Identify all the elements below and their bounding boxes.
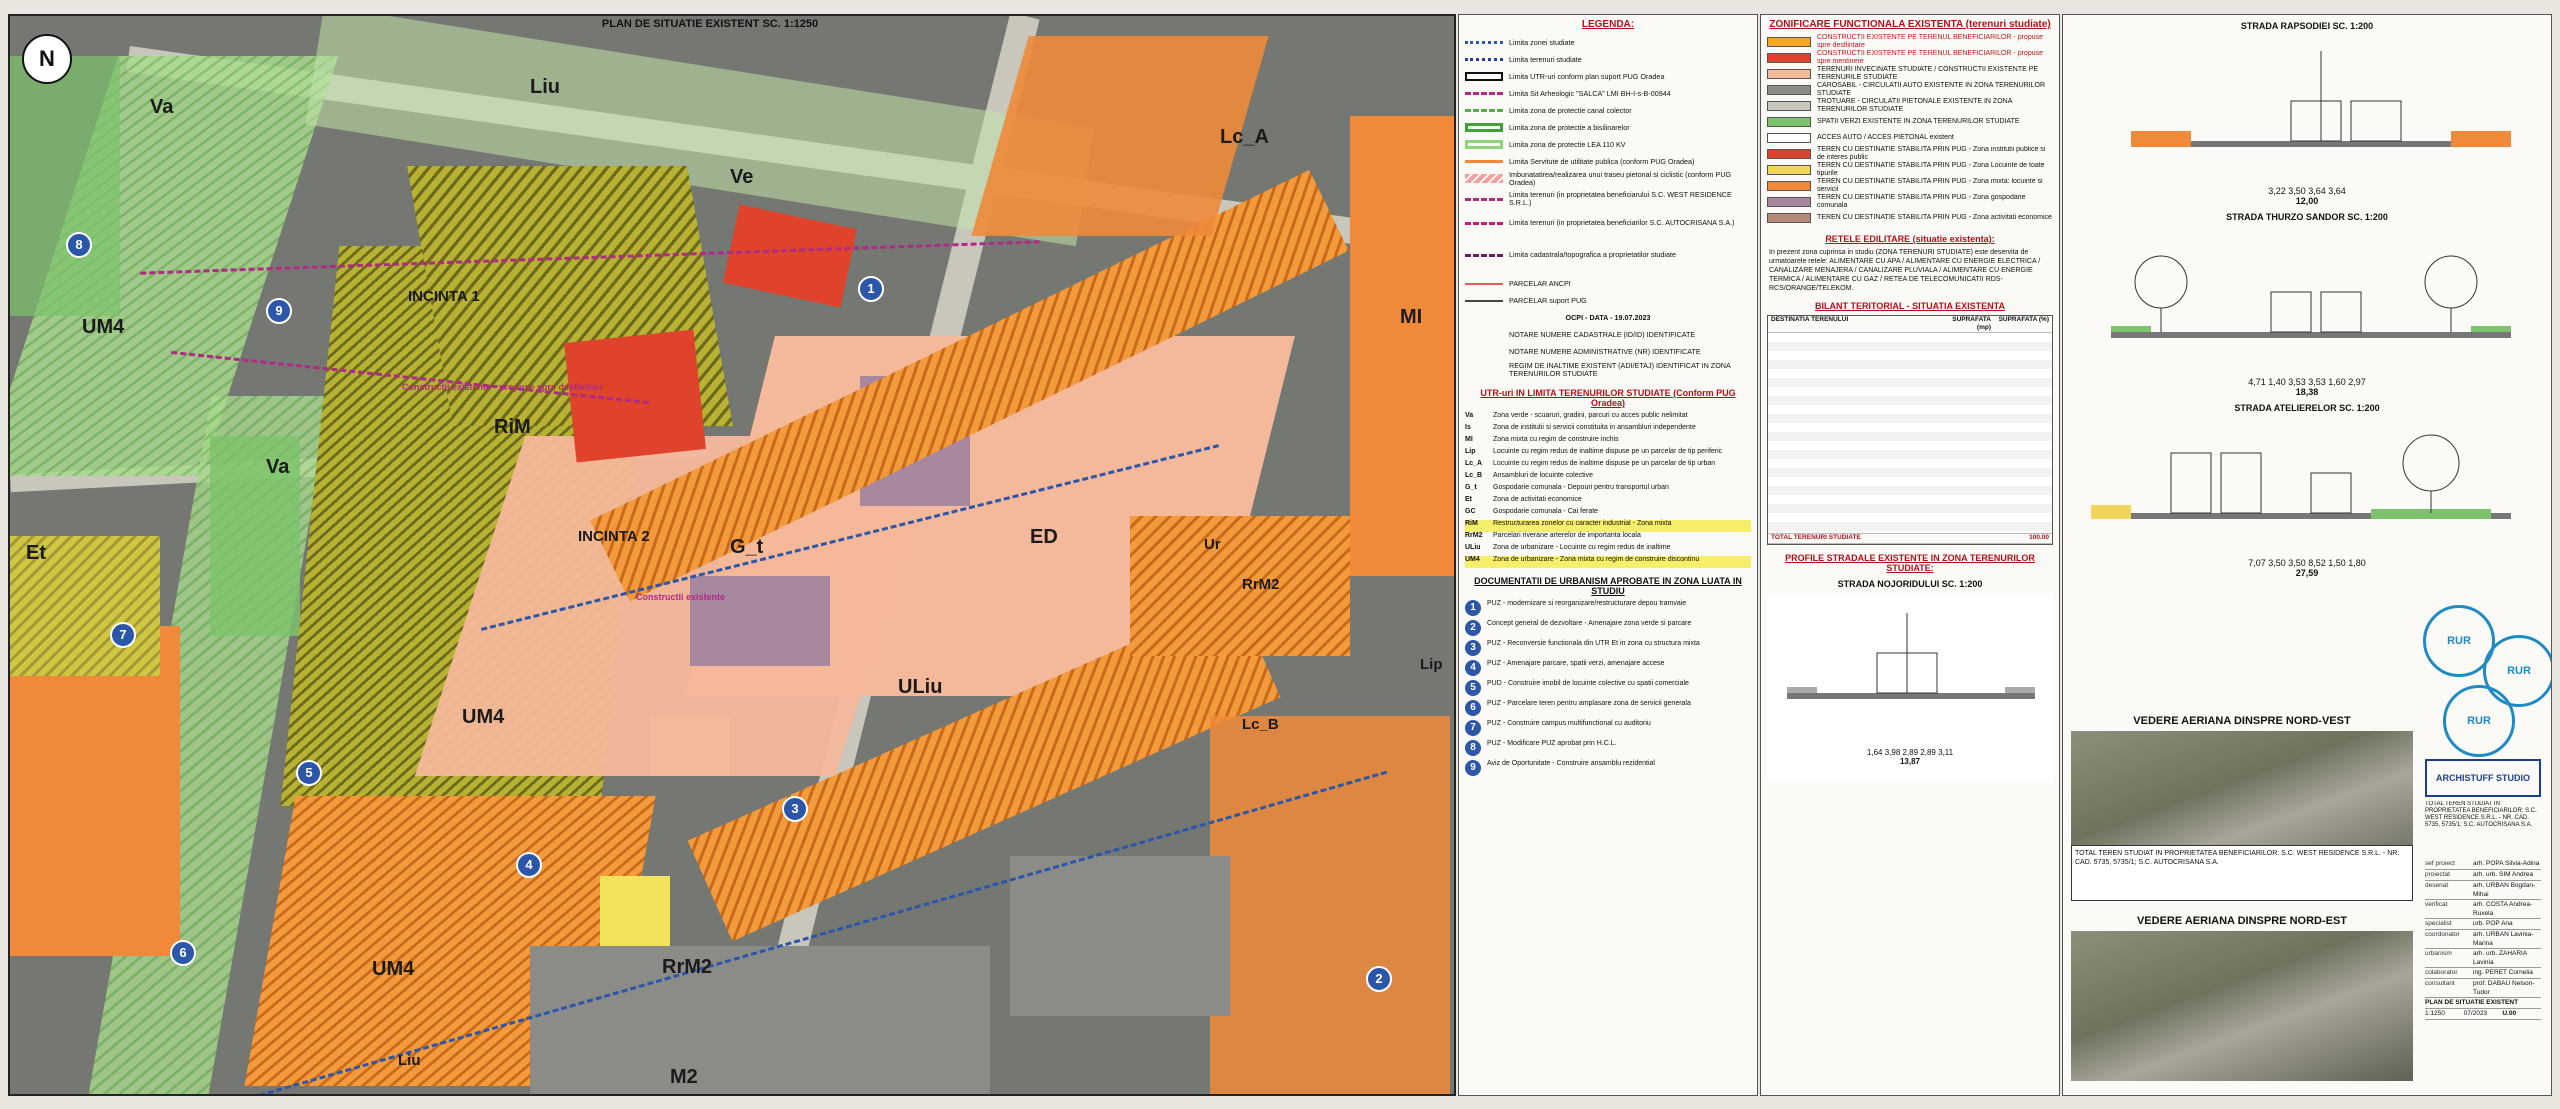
tb-value: prof. DABAU Nelson-Tudor bbox=[2473, 980, 2535, 996]
zonificare-title: ZONIFICARE FUNCTIONALA EXISTENTA (terenuri studiate) bbox=[1769, 19, 2051, 30]
profile-total: 12,00 bbox=[2295, 196, 2319, 206]
plan-marker[interactable]: 6 bbox=[170, 940, 196, 966]
utr-list bbox=[1459, 412, 1757, 568]
profile-title: STRADA RAPSODIEI SC. 1:200 bbox=[2240, 21, 2374, 31]
profile-title: STRADA NOJORIDULUI SC. 1:200 bbox=[1837, 579, 1983, 589]
zone-label: UM4 bbox=[372, 958, 415, 980]
zonificare-swatch bbox=[1767, 101, 1811, 111]
legend-item: Limita zona de protectie LEA 110 KV bbox=[1465, 136, 1751, 153]
legend-swatch bbox=[1465, 41, 1503, 44]
utr-row bbox=[1465, 436, 1751, 448]
zonificare-item bbox=[1767, 210, 2053, 226]
profile-dims: 7,07 3,50 3,50 8,52 1,50 1,80 bbox=[2248, 558, 2366, 568]
documentatii-list bbox=[1459, 600, 1757, 776]
legend-item: Limita Servitute de utilitate publica (conform PUG Oradea) bbox=[1465, 153, 1751, 170]
zonificare-text: TEREN CU DESTINATIE STABILITA PRIN PUG - Zona institutii publice si de interes public bbox=[1817, 146, 2046, 161]
doc-number: 4 bbox=[1465, 660, 1481, 676]
zone-label: MI bbox=[1400, 306, 1423, 328]
documentatie-item bbox=[1465, 700, 1751, 716]
plan-marker[interactable]: 8 bbox=[66, 232, 92, 258]
zonificare-swatch bbox=[1767, 37, 1811, 47]
zone-label: Va bbox=[150, 96, 174, 118]
street-profile-thurzo-sandor bbox=[2071, 222, 2541, 372]
zonificare-text: CONSTRUCTII EXISTENTE PE TERENUL BENEFICIARILOR - propuse spre desfiintare bbox=[1817, 34, 2043, 49]
utr-code: Va bbox=[1465, 412, 1474, 419]
north-arrow-icon: N bbox=[22, 34, 72, 84]
utr-code: GC bbox=[1465, 508, 1476, 515]
legend-item: Limita terenuri studiate bbox=[1465, 51, 1751, 68]
zone-label: ED bbox=[1030, 526, 1058, 548]
doc-text: PUD - Construire imobil de locuinte colective cu spatii comerciale bbox=[1487, 680, 1689, 687]
doc-number: 6 bbox=[1465, 700, 1481, 716]
title-block-row bbox=[2425, 900, 2541, 919]
utr-text: Parcelari riverane arterelor de importanta locala bbox=[1493, 532, 1641, 539]
zonificare-swatch bbox=[1767, 85, 1811, 95]
street-profile-atelierelor bbox=[2071, 413, 2541, 553]
zone-label: Ve bbox=[730, 166, 754, 188]
zone-label: Et bbox=[26, 542, 46, 564]
tb-value: arh. POPA Silvia-Adina bbox=[2473, 860, 2540, 867]
doc-number: 8 bbox=[1465, 740, 1481, 756]
rur-stamp: RUR bbox=[2483, 635, 2552, 707]
utr-code: G_t bbox=[1465, 484, 1477, 491]
tb-key: desenat bbox=[2425, 882, 2449, 889]
utr-code: Lc_B bbox=[1465, 472, 1483, 479]
zonificare-item bbox=[1767, 50, 2053, 66]
zonificare-item bbox=[1767, 114, 2053, 130]
utr-text: Zona de institutii si servicii constituita in ansambluri independente bbox=[1493, 424, 1696, 431]
right-panel bbox=[2062, 14, 2552, 1096]
doc-text: Aviz de Oportunitate - Construire ansamblu rezidential bbox=[1487, 760, 1655, 767]
profile-dims: 4,71 1,40 3,53 3,53 1,60 2,97 bbox=[2248, 377, 2366, 387]
legend-item: Limita UTR-uri conform plan suport PUG Oradea bbox=[1465, 68, 1751, 85]
tb-value: arh. COSTA Andrea-Ruxela bbox=[2473, 901, 2533, 917]
profile-title: STRADA ATELIERELOR SC. 1:200 bbox=[2234, 403, 2380, 413]
tb-key: coordonator bbox=[2425, 931, 2460, 938]
profile-total: 27,59 bbox=[2295, 568, 2319, 578]
doc-number: 5 bbox=[1465, 680, 1481, 696]
doc-text: PUZ - modernizare si reorganizare/restructurare depou tramvaie bbox=[1487, 600, 1687, 607]
utr-code: Lip bbox=[1465, 448, 1476, 455]
tb-value: ing. PERET Cornelia bbox=[2473, 969, 2533, 976]
zonificare-text: CAROSABIL - CIRCULATII AUTO EXISTENTE IN ZONA TERENURILOR STUDIATE bbox=[1817, 82, 2046, 97]
utr-row bbox=[1465, 508, 1751, 520]
legend-item: Limita zona de protectie canal colector bbox=[1465, 102, 1751, 119]
legend-id: NOTARE NUMERE CADASTRALE (ID/ID) IDENTIFICATE bbox=[1509, 329, 1696, 339]
documentatie-item bbox=[1465, 620, 1751, 636]
zonificare-swatch bbox=[1767, 181, 1811, 191]
map-title: PLAN DE SITUATIE EXISTENT SC. 1:1250 bbox=[601, 18, 819, 30]
documentatii-title: DOCUMENTATII DE URBANISM APROBATE IN ZONA LUATA IN STUDIU bbox=[1474, 576, 1742, 596]
utr-code: UM4 bbox=[1465, 556, 1480, 563]
zone-label: Ur bbox=[1204, 536, 1221, 553]
utr-title: UTR-uri IN LIMITA TERENURILOR STUDIATE (Conform PUG Oradea) bbox=[1480, 388, 1736, 408]
zonificare-item bbox=[1767, 82, 2053, 98]
profile-title: STRADA THURZO SANDOR SC. 1:200 bbox=[2226, 212, 2388, 222]
plan-marker[interactable]: 7 bbox=[110, 622, 136, 648]
utr-row bbox=[1465, 496, 1751, 508]
title-block-row bbox=[2425, 930, 2541, 949]
legend-item: Limita Sit Arheologic "SALCA" LMI BH-I-s-B-00944 bbox=[1465, 85, 1751, 102]
zonificare-item bbox=[1767, 178, 2053, 194]
utr-code: Et bbox=[1465, 496, 1472, 503]
title-block-row bbox=[2425, 979, 2541, 998]
tb-project: TOTAL TEREN STUDIAT IN PROPRIETATEA BENEFICIARILOR: S.C. WEST RESIDENCE S.R.L. - NR. CAD. 5735, 5735/1; S.C. AUTOCRISANA S.A. bbox=[2425, 801, 2537, 828]
documentatie-item bbox=[1465, 600, 1751, 616]
utr-text: Locuinte cu regim redus de inaltime dispuse pe un parcelar de tip urban bbox=[1493, 460, 1716, 467]
profile-total: 18,38 bbox=[2295, 387, 2319, 397]
aerial-title: VEDERE AERIANA DINSPRE NORD-EST bbox=[2136, 915, 2348, 927]
legend-item: Limita terenuri (in proprietatea beneficiarului S.C. WEST RESIDENCE S.R.L.) bbox=[1465, 187, 1751, 211]
zonificare-panel bbox=[1760, 14, 2060, 1096]
title-block-rows bbox=[2419, 859, 2547, 998]
zone-label: ULiu bbox=[898, 676, 943, 698]
zonificare-swatch bbox=[1767, 197, 1811, 207]
zone-label: Lc_B bbox=[1242, 716, 1279, 733]
profile-dims: 3,22 3,50 3,64 3,64 bbox=[2268, 186, 2346, 196]
title-block-row bbox=[2425, 919, 2541, 930]
aerial-photo-ne bbox=[2071, 931, 2413, 1081]
title-block bbox=[2419, 755, 2547, 1020]
zonificare-swatch bbox=[1767, 69, 1811, 79]
tb-value: arh. urb. SIM Andrea bbox=[2473, 871, 2533, 878]
documentatie-item bbox=[1465, 740, 1751, 756]
zonificare-swatch bbox=[1767, 165, 1811, 175]
zone-label: Liu bbox=[398, 1052, 421, 1069]
title-block-row bbox=[2425, 881, 2541, 900]
plan-note: Constructii existente bbox=[636, 592, 726, 602]
doc-number: 7 bbox=[1465, 720, 1481, 736]
zone-label: UM4 bbox=[82, 316, 125, 338]
site-plan-map[interactable] bbox=[8, 14, 1456, 1096]
street-profile-rapsodiei bbox=[2071, 31, 2541, 181]
tb-key: specialist bbox=[2425, 920, 2452, 927]
title-block-row bbox=[2425, 968, 2541, 979]
table-row: TOTAL TERENURI STUDIATE 100.00 bbox=[1768, 534, 2052, 544]
utr-row bbox=[1465, 532, 1751, 544]
zone-label: Lip bbox=[1420, 656, 1443, 673]
zonificare-text: TEREN CU DESTINATIE STABILITA PRIN PUG - Zona gospodarie comunala bbox=[1817, 194, 2026, 209]
zonificare-text: TERENURI INVECINATE STUDIATE / CONSTRUCTII EXISTENTE PE TERENURILE STUDIATE bbox=[1817, 66, 2039, 81]
utr-code: Is bbox=[1465, 424, 1471, 431]
utr-code: RrM2 bbox=[1465, 532, 1483, 539]
utr-row bbox=[1465, 544, 1751, 556]
plan-marker[interactable]: 5 bbox=[296, 760, 322, 786]
retele-title: RETELE EDILITARE (situatie existenta): bbox=[1825, 234, 1995, 244]
plan-marker[interactable]: 4 bbox=[516, 852, 542, 878]
legend-id: REGIM DE INALTIME EXISTENT (ADI/ETAJ) IDENTIFICAT IN ZONA TERENURILOR STUDIATE bbox=[1509, 361, 1731, 378]
title-block-row bbox=[2425, 859, 2541, 870]
tb-plansa: PLAN DE SITUATIE EXISTENT bbox=[2425, 998, 2541, 1009]
legend-panel bbox=[1458, 14, 1758, 1096]
zone-label: UM4 bbox=[462, 706, 505, 728]
doc-text: PUZ - Reconversie functionala din UTR Et in zona cu structura mixta bbox=[1487, 640, 1700, 647]
street-profile-nojoridului bbox=[1767, 593, 2053, 783]
utr-text: Ansambluri de locuinte colective bbox=[1493, 472, 1593, 479]
zonificare-swatch bbox=[1767, 213, 1811, 223]
zonificare-list bbox=[1761, 34, 2059, 226]
legend-item: Limita zona de protectie a bisilinarelor bbox=[1465, 119, 1751, 136]
tb-value: arh. URBAN Bogdan-Mihai bbox=[2473, 882, 2536, 898]
zonificare-item bbox=[1767, 66, 2053, 82]
plan-marker[interactable]: 2 bbox=[1366, 966, 1392, 992]
profiles-title: PROFILE STRADALE EXISTENTE IN ZONA TERENURILOR STUDIATE: bbox=[1785, 553, 2035, 573]
utr-text: Zona de activitati economice bbox=[1493, 496, 1582, 503]
utr-row bbox=[1465, 448, 1751, 460]
legend-id: NOTARE NUMERE ADMINISTRATIVE (NR) IDENTIFICATE bbox=[1509, 346, 1701, 356]
title-block-row bbox=[2425, 949, 2541, 968]
doc-number: 2 bbox=[1465, 620, 1481, 636]
tb-key: proiectat bbox=[2425, 871, 2450, 878]
zone-label: RrM2 bbox=[1242, 576, 1280, 593]
zone-label: INCINTA 1 bbox=[408, 288, 480, 305]
rur-stamp: RUR bbox=[2423, 605, 2495, 677]
legend-item: Imbunatatirea/realizarea unui traseu pietonal si ciclistic (conform PUG Oradea) bbox=[1465, 170, 1751, 187]
zonificare-swatch bbox=[1767, 133, 1811, 143]
utr-code: MI bbox=[1465, 436, 1473, 443]
utr-code: Lc_A bbox=[1465, 460, 1483, 467]
documentatie-item bbox=[1465, 760, 1751, 776]
doc-text: PUZ - Amenajare parcare, spatii verzi, amenajare accese bbox=[1487, 660, 1665, 667]
zonificare-text: TROTUARE - CIRCULATII PIETONALE EXISTENTE IN ZONA TERENURILOR STUDIATE bbox=[1817, 98, 2012, 113]
zone-label: RiM bbox=[494, 416, 531, 438]
utr-text: Restructurarea zonelor cu caracter industrial - Zona mixta bbox=[1493, 520, 1672, 527]
tb-key: colaborator bbox=[2425, 969, 2458, 976]
utr-code: RiM bbox=[1465, 520, 1478, 527]
profile-drawing bbox=[1767, 593, 2055, 743]
zonificare-item bbox=[1767, 98, 2053, 114]
utr-row bbox=[1465, 472, 1751, 484]
utr-row bbox=[1465, 460, 1751, 472]
rur-stamp: RUR bbox=[2443, 685, 2515, 757]
tb-value: arh. urb. ZAHARIA Lavinia bbox=[2473, 950, 2527, 966]
tb-value: urb. POP Ana bbox=[2473, 920, 2513, 927]
zonificare-item bbox=[1767, 130, 2053, 146]
doc-number: 9 bbox=[1465, 760, 1481, 776]
legend-item: PARCELAR suport PUG bbox=[1465, 292, 1751, 309]
table-row: DESTINATIA TERENULUI SUPRAFATA (mp) SUPRAFATA (%) bbox=[1768, 316, 2052, 333]
tb-key: verificat bbox=[2425, 901, 2448, 908]
tb-key: urbanism bbox=[2425, 950, 2452, 957]
doc-text: PUZ - Parcelare teren pentru amplasare zona de servicii generala bbox=[1487, 700, 1691, 707]
doc-number: 3 bbox=[1465, 640, 1481, 656]
plan-marker[interactable]: 3 bbox=[782, 796, 808, 822]
bilant-table bbox=[1767, 315, 2053, 545]
utr-text: Zona mixta cu regim de construire inchis bbox=[1493, 436, 1619, 443]
utr-row bbox=[1465, 412, 1751, 424]
tb-meta: 1:1250 07/2023 U.00 bbox=[2425, 1009, 2541, 1020]
utr-text: Gospodarie comunala - Depouri pentru transportul urban bbox=[1493, 484, 1669, 491]
zonificare-item bbox=[1767, 162, 2053, 178]
zone-label: Lc_A bbox=[1220, 126, 1269, 148]
tb-key: sef proiect bbox=[2425, 860, 2455, 867]
profile-total: 13,87 bbox=[1899, 757, 1921, 766]
zonificare-text: CONSTRUCTII EXISTENTE PE TERENUL BENEFICIARILOR - propuse spre mentinere bbox=[1817, 50, 2043, 65]
plan-marker[interactable]: 1 bbox=[858, 276, 884, 302]
profile-dims: 1,64 3,98 2,89 2,89 3,11 bbox=[1866, 748, 1954, 757]
aerial-caption-box: TOTAL TEREN STUDIAT IN PROPRIETATEA BENEFICIARILOR: S.C. WEST RESIDENCE S.R.L. - NR. CAD. 5735, 5735/1; S.C. AUTOCRISANA S.A. bbox=[2071, 845, 2413, 901]
retele-text: In prezent zona cuprinsa in studiu (ZONA TERENURI STUDIATE) este deservita de urmatoarele retele: ALIMENTARE CU APA / ALIMENTARE CU ENERGIE ELECTRICA / CANALIZARE MENAJERA / CANALIZARE PLUVIALA / ALIMENTARE CU ENERGIE TERMICA / ALIMENTARE CU GAZ / RETEA DE TELECOMUNICATII RDS-RCS/ORANGE/TELEKOM. bbox=[1769, 249, 2041, 292]
zonificare-swatch bbox=[1767, 117, 1811, 127]
zonificare-swatch bbox=[1767, 149, 1811, 159]
utr-row bbox=[1465, 520, 1751, 532]
zonificare-text: ACCES AUTO / ACCES PIETONAL existent bbox=[1817, 134, 1954, 141]
zonificare-item bbox=[1767, 146, 2053, 162]
zone-label: Va bbox=[266, 456, 290, 478]
legend-item: Limita cadastrala/topografica a proprietatilor studiate bbox=[1465, 235, 1751, 275]
documentatie-item bbox=[1465, 720, 1751, 736]
legend-item: Limita zonei studiate bbox=[1465, 34, 1751, 51]
zone-label: INCINTA 2 bbox=[578, 528, 650, 545]
zone-label: M2 bbox=[670, 1066, 698, 1088]
utr-row bbox=[1465, 484, 1751, 496]
documentatie-item bbox=[1465, 680, 1751, 696]
plan-note: Constructii existente - propuse spre desfiintare bbox=[402, 382, 605, 392]
doc-text: PUZ - Construire campus multifunctional cu auditoriu bbox=[1487, 720, 1651, 727]
zone-label: G_t bbox=[730, 536, 764, 558]
utr-text: Zona de urbanizare - Locuinte cu regim redus de inaltime bbox=[1493, 544, 1671, 551]
aerial-title: VEDERE AERIANA DINSPRE NORD-VEST bbox=[2133, 715, 2351, 727]
tb-key: consultant bbox=[2425, 980, 2455, 987]
utr-row bbox=[1465, 556, 1751, 568]
zonificare-text: SPATII VERZI EXISTENTE IN ZONA TERENURILOR STUDIATE bbox=[1817, 118, 2020, 125]
utr-row bbox=[1465, 424, 1751, 436]
tb-value: arh. URBAN Lavinia-Marina bbox=[2473, 931, 2534, 947]
utr-text: Zona de urbanizare - Zona mixta cu regim de construire discontinu bbox=[1493, 556, 1700, 563]
doc-text: Concept general de dezvoltare - Amenajare zona verde si parcare bbox=[1487, 620, 1692, 627]
zonificare-item bbox=[1767, 34, 2053, 50]
zonificare-text: TEREN CU DESTINATIE STABILITA PRIN PUG - Zona mixta: locuinte si servicii bbox=[1817, 178, 2043, 193]
zonificare-swatch bbox=[1767, 53, 1811, 63]
doc-text: PUZ - Modificare PUZ aprobat prin H.C.L. bbox=[1487, 740, 1617, 747]
documentatie-item bbox=[1465, 660, 1751, 676]
zonificare-item bbox=[1767, 194, 2053, 210]
title-block-row bbox=[2425, 870, 2541, 881]
utr-text: Gospodarie comunala - Cai ferate bbox=[1493, 508, 1599, 515]
zonificare-text: TEREN CU DESTINATIE STABILITA PRIN PUG - Zona activitati economice bbox=[1817, 214, 2052, 221]
zone-label: Liu bbox=[530, 76, 560, 98]
zone-label: RrM2 bbox=[662, 956, 713, 978]
ocpi-note: OCPI - DATA - 19.07.2023 bbox=[1565, 312, 1651, 322]
legend-title: LEGENDA: bbox=[1581, 19, 1635, 30]
doc-number: 1 bbox=[1465, 600, 1481, 616]
utr-text: Zona verde - scuaruri, gradini, parcuri cu acces public nelimitat bbox=[1493, 412, 1688, 419]
documentatie-item bbox=[1465, 640, 1751, 656]
zonificare-text: TEREN CU DESTINATIE STABILITA PRIN PUG - Zona Locuinte de toate tipurile bbox=[1817, 162, 2045, 177]
bilant-title: BILANT TERITORIAL - SITUATIA EXISTENTA bbox=[1815, 301, 2005, 311]
utr-code: ULiu bbox=[1465, 544, 1481, 551]
legend-item: Limita terenuri (in proprietatea beneficiarilor S.C. AUTOCRISANA S.A.) bbox=[1465, 211, 1751, 235]
utr-text: Locuinte cu regim redus de inaltime dispuse pe un parcelar de tip periferic bbox=[1493, 448, 1723, 455]
plan-marker[interactable]: 9 bbox=[266, 298, 292, 324]
studio-logo: ARCHISTUFF STUDIO bbox=[2425, 759, 2541, 797]
legend-item: PARCELAR ANCPI bbox=[1465, 275, 1751, 292]
